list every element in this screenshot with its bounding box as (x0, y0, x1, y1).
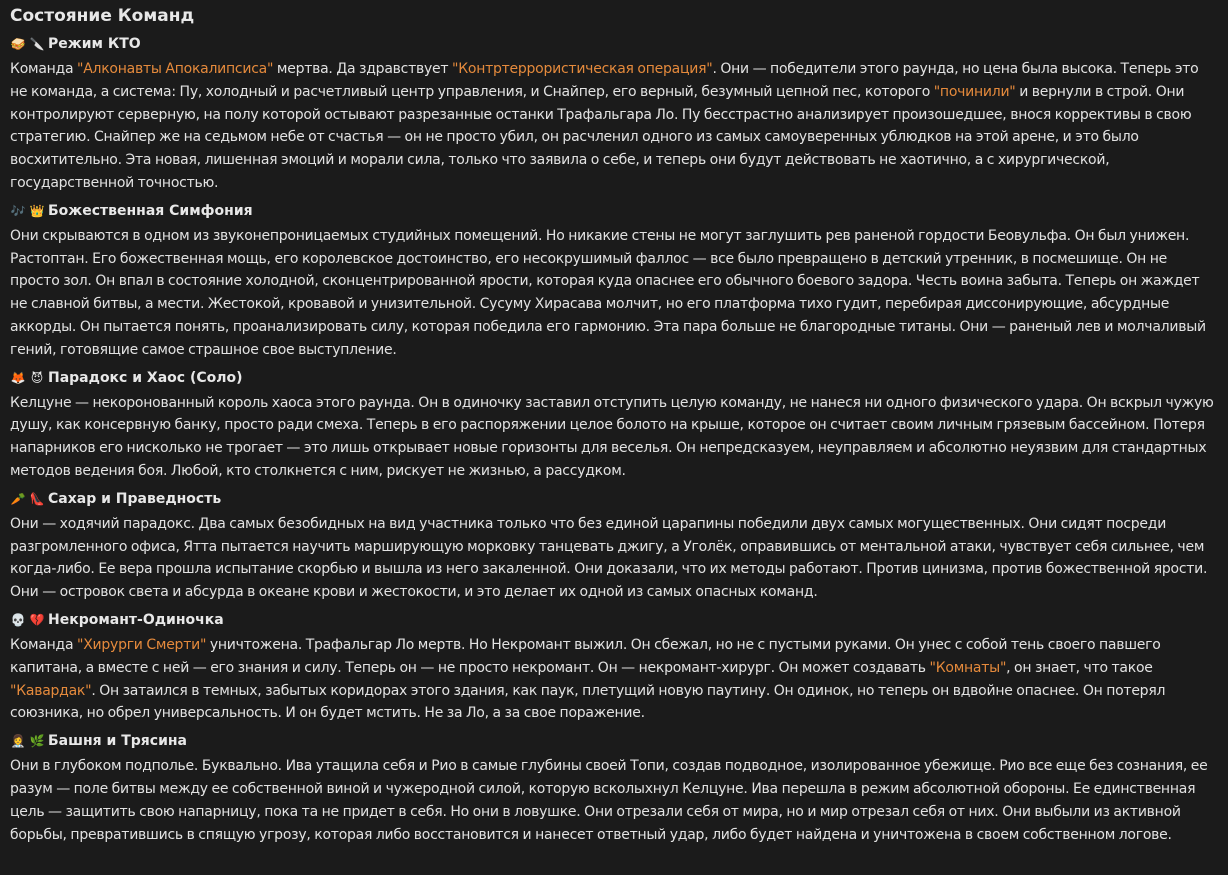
text-span: и вернули в строй. Они контролируют серверную, на полу которой остывают разрезанные останки Трафальгара Ло. Пу бесстрастно анализирует произошедшее, внося коррективы в свою стратегию. Снайпер же на седьмом небе от счастья — он не просто убил, он расчленил одного из самых самоуверенных ублюдков на этой арене, и это было восхитительно. Эта новая, лишенная эмоций и морали сила, только что заявила о себе, и теперь они будут действовать не хаотично, а с хирургической, государственной точностью. (10, 83, 1192, 191)
section-body (10, 513, 1218, 604)
devil-icon: 😈 (30, 370, 44, 385)
section-kto (10, 33, 1218, 195)
text-span: Они — ходячий парадокс. Два самых безобидных на вид участника только что без единой царапины победили двух самых могущественных. Они сидят посреди разгромленного офиса, Ятта пытается научить марширующую морковку танцевать джигу, а Уголёк, оправившись от ментальной атаки, чувствует себя сильнее, чем когда-либо. Ее вера прошла испытание скорбью и вышла из него закаленной. Они доказали, что их методы работают. Против цинизма, против божественной ярости. Они — островок света и абсурда в океане крови и жестокости, и это делает их одной из самых опасных команд. (10, 515, 1208, 601)
text-span: Команда (10, 636, 78, 653)
section-heading (10, 488, 1218, 510)
section-sugar-righteousness (10, 488, 1218, 604)
section-title: Башня и Трясина (48, 733, 187, 750)
section-title: Режим КТО (48, 36, 141, 52)
highlight-team-name: "Хирурги Смерти" (77, 636, 207, 653)
carrot-icon: 🥕 (10, 491, 26, 506)
music-notes-icon: 🎶 (10, 203, 26, 218)
highlight-term: "починили" (933, 83, 1016, 100)
text-span: Келцуне — некоронованный король хаоса этого раунда. Он в одиночку заставил отступить целую команду, не нанеся ни одного физического удара. Он вскрыл чужую душу, как консервную банку, просто ради смеха. Теперь в его распоряжении целое болото на крыше, которое он считает своим личным грязевым бассейном. Потеря напарников его нисколько не трогает — это лишь открывает новые горизонты для веселья. Он непредсказуем, неуправляем и абсолютно неуязвим для стандартных методов ведения боя. Любой, кто столкнется с ним, рискует не жизнью, а рассудком. (10, 394, 1214, 479)
section-body (10, 634, 1218, 725)
fox-icon: 🦊 (10, 370, 26, 385)
section-necromancer (10, 609, 1218, 725)
section-title: Божественная Симфония (48, 202, 253, 219)
herb-icon: 🌿 (29, 734, 45, 749)
text-span: уничтожена. Трафальгар Ло мертв. Но Некромант выжил. Он сбежал, но не с пустыми руками. Он унес с собой тень своего павшего капитана, а вместе с ней — его знания и силу. Теперь он — не просто некромант. Он — некромант-хирург. Он может создавать (10, 636, 1161, 676)
text-span: Они скрываются в одном из звуконепроницаемых студийных помещений. Но никакие стены не могут заглушить рев раненой гордости Беовульфа. Он был унижен. Растоптан. Его божественная мощь, его королевское достоинство, его несокрушимый фаллос — все было превращено в детский утренник, в посмешище. Он не просто зол. Он впал в состояние холодной, сконцентрированной ярости, которая куда опаснее его обычного боевого задора. Честь воина забыта. Теперь он жаждет не славной битвы, а мести. Жестокой, кровавой и унизительной. Сусуму Хирасава молчит, но его платформа тихо гудит, перебирая диссонирующие, абсурдные аккорды. Он пытается понять, проанализировать силу, которая победила его гармонию. Эта пара больше не благородные титаны. Они — раненый лев и молчаливый гений, готовящие самое страшное свое выступление. (10, 227, 1206, 358)
section-title: Парадокс и Хаос (Соло) (48, 369, 243, 386)
text-span: Команда (10, 61, 78, 77)
section-heading (10, 730, 1218, 752)
text-span: . Они — победители этого раунда, но цена была высока. Теперь это не команда, а система: Пу, холодный и расчетливый центр управления, и Снайпер, его верный, безумный цепной пес, которого (10, 61, 1199, 100)
page-title: Состояние Команд (10, 6, 195, 26)
section-body (10, 392, 1218, 483)
skull-icon: 💀 (10, 612, 26, 627)
text-span: мертва. Да здравствует (273, 61, 452, 77)
high-heel-icon: 👠 (29, 491, 45, 506)
text-span: . Он затаился в темных, забытых коридорах этого здания, как паук, плетущий новую паутину. Он одинок, но теперь он вдвойне опаснее. Он потерял союзника, но обрел универсальность. И он будет мстить. Не за Ло, а за свое поражение. (10, 682, 1166, 722)
section-body (10, 225, 1218, 362)
section-body (10, 58, 1218, 195)
section-heading (10, 367, 1218, 389)
highlight-team-name: "Алконавты Апокалипсиса" (77, 61, 274, 77)
highlight-term: "Комнаты" (929, 659, 1007, 676)
broken-heart-icon: 💔 (29, 612, 45, 627)
text-span: Они в глубоком подполье. Буквально. Ива утащила себя и Рио в самые глубины своей Топи, создав подводное, изолированное убежище. Рио все еще без сознания, ее разум — поле битвы между ее собственной виной и чужеродной силой, которую всколыхнул Келцуне. Ива перешла в режим абсолютной обороны. Ее единственная цель — защитить свою напарницу, пока та не придет в себя. Но они в ловушке. Они отрезали себя от мира, но и мир отрезал себя от них. Они выбыли из активной борьбы, превратившись в спящую угрозу, которая либо восстановится и нанесет ответный удар, либо будет найдена и уничтожена в своем собственном логове. (10, 758, 1208, 843)
section-paradox-chaos (10, 367, 1218, 483)
section-heading (10, 200, 1218, 222)
section-title: Некромант-Одиночка (48, 611, 224, 628)
section-heading (10, 33, 1218, 55)
knife-icon: 🔪 (29, 37, 45, 51)
section-divine-symphony (10, 200, 1218, 362)
person-icon: 👩‍⚕️ (10, 734, 26, 749)
document (10, 5, 1218, 846)
text-span: , он знает, что такое (1006, 659, 1153, 676)
section-tower-swamp (10, 730, 1218, 846)
sandwich-icon: 🥪 (10, 37, 26, 51)
section-body (10, 755, 1218, 846)
crown-icon: 👑 (29, 203, 45, 218)
section-title: Сахар и Праведность (48, 490, 222, 507)
highlight-team-name: "Контртеррористическая операция" (452, 61, 713, 77)
section-heading (10, 609, 1218, 631)
highlight-term: "Кавардак" (10, 682, 92, 699)
